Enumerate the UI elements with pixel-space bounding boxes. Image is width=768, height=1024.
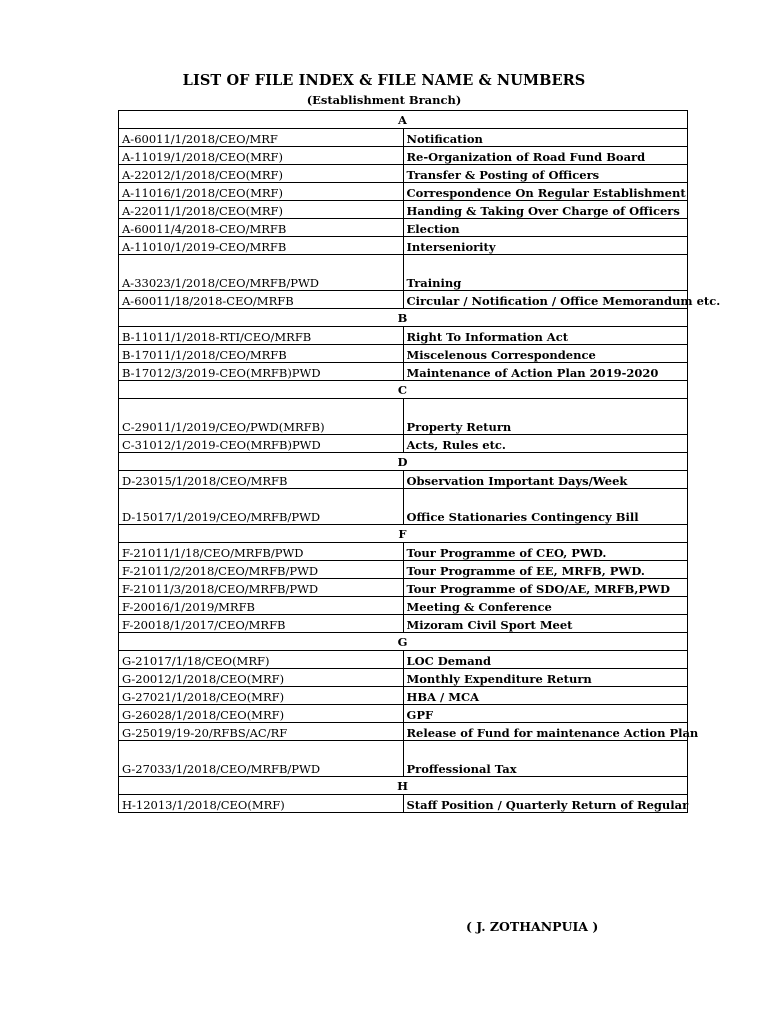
page-subtitle: (Establishment Branch) — [306, 93, 462, 107]
file-name-cell: Staff Position / Quarterly Return of Regular — [403, 795, 688, 813]
table-row — [119, 471, 688, 489]
table-row — [119, 291, 688, 309]
file-name-cell: Transfer & Posting of Officers — [403, 165, 688, 183]
file-number-cell: A-22012/1/2018/CEO(MRF) — [119, 165, 404, 183]
section-letter: F — [119, 525, 688, 543]
file-name-cell: Office Stationaries Contingency Bill — [403, 489, 688, 525]
table-row — [119, 489, 688, 525]
file-number-cell: B-11011/1/2018-RTI/CEO/MRFB — [119, 327, 404, 345]
table-row — [119, 363, 688, 381]
table-row — [119, 147, 688, 165]
file-number-cell: G-27033/1/2018/CEO/MRFB/PWD — [119, 741, 404, 777]
file-number-cell: F-21011/3/2018/CEO/MRFB/PWD — [119, 579, 404, 597]
table-row — [119, 705, 688, 723]
file-name-cell: Right To Information Act — [403, 327, 688, 345]
table-row — [119, 687, 688, 705]
section-header-row — [119, 633, 688, 651]
table-row — [119, 399, 688, 435]
table-row — [119, 255, 688, 291]
section-letter: B — [119, 309, 688, 327]
table-row — [119, 201, 688, 219]
section-header-row — [119, 777, 688, 795]
file-name-cell: Meeting & Conference — [403, 597, 688, 615]
file-name-cell: Acts, Rules etc. — [403, 435, 688, 453]
section-letter: C — [119, 381, 688, 399]
section-header-row — [119, 381, 688, 399]
file-name-cell: Mizoram Civil Sport Meet — [403, 615, 688, 633]
file-number-cell: B-17011/1/2018/CEO/MRFB — [119, 345, 404, 363]
file-number-cell: B-17012/3/2019-CEO(MRFB)PWD — [119, 363, 404, 381]
section-letter: G — [119, 633, 688, 651]
table-row — [119, 615, 688, 633]
section-header-row — [119, 111, 688, 129]
file-number-cell: G-21017/1/18/CEO(MRF) — [119, 651, 404, 669]
file-name-cell: Handing & Taking Over Charge of Officers — [403, 201, 688, 219]
table-row — [119, 597, 688, 615]
file-name-cell: LOC Demand — [403, 651, 688, 669]
table-row — [119, 741, 688, 777]
file-number-cell: A-60011/18/2018-CEO/MRFB — [119, 291, 404, 309]
file-number-cell: A-60011/4/2018-CEO/MRFB — [119, 219, 404, 237]
file-name-cell: Miscelenous Correspondence — [403, 345, 688, 363]
file-name-cell: Tour Programme of SDO/AE, MRFB,PWD — [403, 579, 688, 597]
file-number-cell: G-26028/1/2018/CEO(MRF) — [119, 705, 404, 723]
table-row — [119, 165, 688, 183]
file-number-cell: G-27021/1/2018/CEO(MRF) — [119, 687, 404, 705]
file-name-cell: HBA / MCA — [403, 687, 688, 705]
file-number-cell: F-20016/1/2019/MRFB — [119, 597, 404, 615]
file-name-cell: Circular / Notification / Office Memorandum etc. — [403, 291, 688, 309]
section-header-row — [119, 309, 688, 327]
file-number-cell: F-20018/1/2017/CEO/MRFB — [119, 615, 404, 633]
file-index-table — [118, 110, 721, 813]
table-row — [119, 435, 688, 453]
file-name-cell: Interseniority — [403, 237, 688, 255]
section-letter: A — [119, 111, 688, 129]
file-number-cell: A-11019/1/2018/CEO(MRF) — [119, 147, 404, 165]
file-name-cell: Re-Organization of Road Fund Board — [403, 147, 688, 165]
file-name-cell: Correspondence On Regular Establishment — [403, 183, 688, 201]
table-row — [119, 219, 688, 237]
table-row — [119, 345, 688, 363]
file-name-cell: Property Return — [403, 399, 688, 435]
file-number-cell: A-11016/1/2018/CEO(MRF) — [119, 183, 404, 201]
table-row — [119, 579, 688, 597]
file-number-cell: A-33023/1/2018/CEO/MRFB/PWD — [119, 255, 404, 291]
page-title: LIST OF FILE INDEX & FILE NAME & NUMBERS — [182, 72, 586, 89]
table-row — [119, 561, 688, 579]
section-letter: D — [119, 453, 688, 471]
file-number-cell: F-21011/1/18/CEO/MRFB/PWD — [119, 543, 404, 561]
file-number-cell: C-29011/1/2019/CEO/PWD(MRFB) — [119, 399, 404, 435]
file-number-cell: G-20012/1/2018/CEO(MRF) — [119, 669, 404, 687]
file-number-cell: A-11010/1/2019-CEO/MRFB — [119, 237, 404, 255]
table-row — [119, 237, 688, 255]
table-row — [119, 651, 688, 669]
table-row — [119, 669, 688, 687]
file-name-cell: Proffessional Tax — [403, 741, 688, 777]
file-name-cell: Maintenance of Action Plan 2019-2020 — [403, 363, 688, 381]
file-name-cell: Release of Fund for maintenance Action Plan — [403, 723, 688, 741]
file-name-cell: GPF — [403, 705, 688, 723]
signature: ( J. ZOTHANPUIA ) — [466, 919, 599, 934]
file-number-cell: D-23015/1/2018/CEO/MRFB — [119, 471, 404, 489]
table-row — [119, 327, 688, 345]
file-name-cell: Tour Programme of CEO, PWD. — [403, 543, 688, 561]
file-name-cell: Training — [403, 255, 688, 291]
table-row — [119, 795, 688, 813]
section-header-row — [119, 453, 688, 471]
file-number-cell: D-15017/1/2019/CEO/MRFB/PWD — [119, 489, 404, 525]
section-header-row — [119, 525, 688, 543]
file-number-cell: A-60011/1/2018/CEO/MRF — [119, 129, 404, 147]
file-number-cell: H-12013/1/2018/CEO(MRF) — [119, 795, 404, 813]
file-name-cell: Monthly Expenditure Return — [403, 669, 688, 687]
file-number-cell: F-21011/2/2018/CEO/MRFB/PWD — [119, 561, 404, 579]
table-row — [119, 129, 688, 147]
file-number-cell: C-31012/1/2019-CEO(MRFB)PWD — [119, 435, 404, 453]
file-number-cell: A-22011/1/2018/CEO(MRF) — [119, 201, 404, 219]
table-row — [119, 543, 688, 561]
file-name-cell: Notification — [403, 129, 688, 147]
table-row — [119, 183, 688, 201]
file-number-cell: G-25019/19-20/RFBS/AC/RF — [119, 723, 404, 741]
section-letter: H — [119, 777, 688, 795]
file-name-cell: Tour Programme of EE, MRFB, PWD. — [403, 561, 688, 579]
file-name-cell: Observation Important Days/Week — [403, 471, 688, 489]
file-name-cell: Election — [403, 219, 688, 237]
file-index-body — [119, 111, 721, 813]
table-row — [119, 723, 688, 741]
